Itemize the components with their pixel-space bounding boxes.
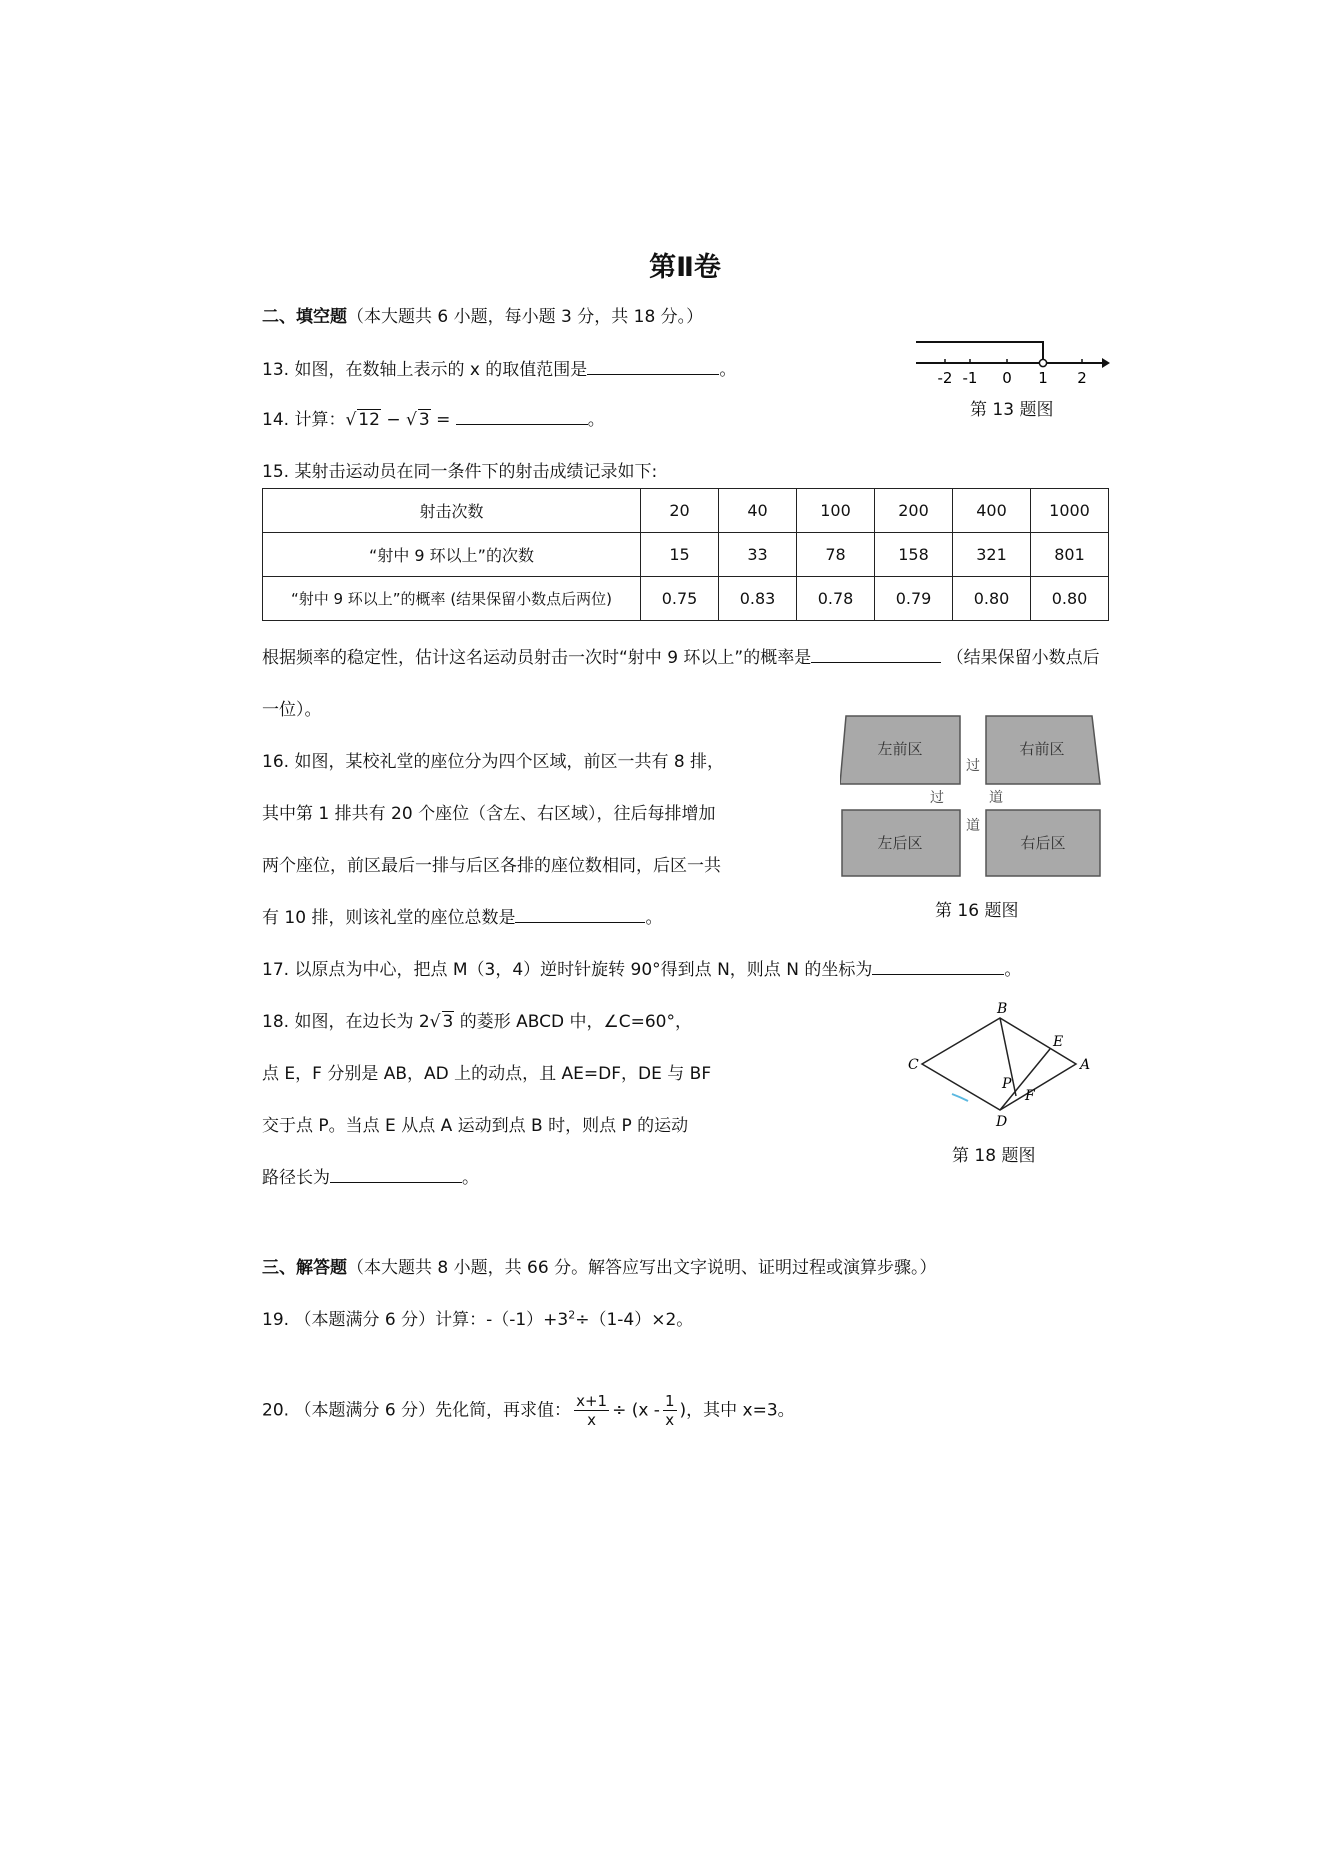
- q13-caption: 第 13 题图: [970, 400, 1054, 420]
- zone-label: 左前区: [877, 740, 923, 758]
- table-cell: 15: [641, 533, 719, 577]
- section3-heading: [262, 1253, 937, 1278]
- q17-answer-blank[interactable]: [872, 960, 1004, 975]
- aisle-label: 过: [930, 790, 944, 806]
- zone-label: 右前区: [1019, 740, 1065, 758]
- question-19: [262, 1305, 693, 1330]
- range-bracket: [916, 342, 1043, 360]
- section2-note: （本大题共 6 小题，每小题 3 分，共 18 分。）: [347, 307, 704, 327]
- table-cell: 1000: [1031, 489, 1109, 533]
- q16-caption: 第 16 题图: [935, 901, 1019, 921]
- radical-sign: √: [429, 1012, 441, 1032]
- q13-answer-blank[interactable]: [587, 360, 719, 375]
- table-row: [263, 489, 1109, 533]
- number-line-figure: [910, 330, 1110, 390]
- row-label: “射中 9 环以上”的概率 (结果保留小数点后两位): [263, 577, 641, 621]
- q16-line-2: 其中第 1 排共有 20 个座位（含左、右区域），往后每排增加: [262, 804, 716, 824]
- point-label-f: F: [1025, 1088, 1035, 1104]
- q15-follow-line-1: [262, 643, 1100, 668]
- tick-label: 1: [1038, 369, 1048, 387]
- q18-answer-blank[interactable]: [330, 1168, 462, 1183]
- table-cell: 321: [953, 533, 1031, 577]
- point-label-c: C: [908, 1057, 919, 1073]
- q20-fraction-1: [574, 1392, 609, 1429]
- question-14: [262, 405, 605, 430]
- q14-answer-blank[interactable]: [456, 410, 588, 425]
- page-title: 第Ⅱ卷: [649, 252, 721, 283]
- section3-note: （本大题共 8 小题，共 66 分。解答应写出文字说明、证明过程或演算步骤。）: [347, 1258, 937, 1278]
- q15-follow-text: 根据频率的稳定性，估计这名运动员射击一次时“射中 9 环以上”的概率是: [262, 648, 812, 668]
- radical-sign: √: [406, 410, 417, 430]
- table-cell: 0.78: [797, 577, 875, 621]
- q17-end: 。: [1004, 960, 1022, 980]
- point-label-b: B: [997, 1001, 1008, 1017]
- table-cell: 158: [875, 533, 953, 577]
- q19-exponent: 2: [568, 1308, 576, 1322]
- row-label: “射中 9 环以上”的次数: [263, 533, 641, 577]
- zone-label: 左后区: [877, 834, 923, 852]
- zone-label: 右后区: [1020, 834, 1066, 852]
- q16-line-4-text: 有 10 排，则该礼堂的座位总数是: [262, 908, 516, 928]
- q18-line-1-a: 18. 如图，在边长为 2: [262, 1012, 430, 1032]
- q17-text: 17. 以原点为中心，把点 M（3，4）逆时针旋转 90°得到点 N，则点 N 的坐标为: [262, 960, 873, 980]
- question-20: [262, 1392, 795, 1429]
- table-cell: 801: [1031, 533, 1109, 577]
- table-cell: 0.79: [875, 577, 953, 621]
- table-row: [263, 533, 1109, 577]
- q19-prefix: 19. （本题满分 6 分）计算：-（-1）+3: [262, 1310, 569, 1330]
- table-cell: 33: [719, 533, 797, 577]
- q16-line-3: 两个座位，前区最后一排与后区各排的座位数相同，后区一共: [262, 856, 721, 876]
- shooting-record-table: [262, 488, 1109, 621]
- table-row: [263, 577, 1109, 621]
- q14-prefix: 14. 计算：: [262, 410, 346, 430]
- q18-line-4-text: 路径长为: [262, 1168, 330, 1188]
- table-cell: 100: [797, 489, 875, 533]
- table-cell: 0.75: [641, 577, 719, 621]
- point-label-e: E: [1053, 1034, 1064, 1050]
- q14-radicand-1: 12: [358, 410, 380, 430]
- q14-radicand-2: 3: [418, 410, 430, 430]
- q13-end: 。: [719, 360, 737, 380]
- radical-sign: √: [345, 410, 357, 430]
- q14-minus: −: [386, 410, 401, 430]
- rhombus-abcd: [922, 1018, 1076, 1110]
- q18-line-1-b: 的菱形 ABCD 中，∠C=60°，: [454, 1012, 692, 1032]
- number-line-arrow: [1102, 358, 1110, 368]
- q15-follow-line-2: 一位）。: [262, 700, 322, 720]
- aisle-label: 道: [989, 790, 1003, 806]
- highlight-stroke: [952, 1094, 968, 1101]
- q18-end: 。: [462, 1168, 479, 1188]
- q19-suffix: ÷（1-4）×2。: [575, 1310, 694, 1330]
- table-cell: 40: [719, 489, 797, 533]
- open-endpoint: [1039, 359, 1046, 366]
- q18-line-3: 交于点 P。当点 E 从点 A 运动到点 B 时，则点 P 的运动: [262, 1116, 689, 1136]
- q20-suffix: ，其中 x=3。: [686, 1400, 795, 1421]
- question-13: [262, 355, 736, 380]
- q18-line-2: 点 E，F 分别是 AB，AD 上的动点，且 AE=DF，DE 与 BF: [262, 1064, 712, 1084]
- section3-label: 三、解答题: [262, 1258, 347, 1278]
- q18-radicand: 3: [442, 1012, 454, 1032]
- table-cell: 0.83: [719, 577, 797, 621]
- fraction-denominator: x: [587, 1411, 596, 1429]
- q20-fraction-2: [663, 1392, 677, 1429]
- q20-divide: ÷ (x -: [612, 1400, 660, 1421]
- q18-line-4: [262, 1163, 479, 1188]
- q16-answer-blank[interactable]: [515, 908, 645, 923]
- q18-line-1: [262, 1007, 692, 1032]
- fraction-numerator: 1: [664, 1392, 675, 1410]
- tick-label: -1: [962, 369, 978, 387]
- q15-answer-blank[interactable]: [811, 648, 941, 663]
- q15-intro: 15. 某射击运动员在同一条件下的射击成绩记录如下:: [262, 462, 658, 482]
- section2-heading: [262, 302, 703, 327]
- tick-label: 0: [1002, 369, 1012, 387]
- q14-end: 。: [587, 410, 605, 430]
- q14-equals: =: [436, 410, 451, 430]
- table-cell: 0.80: [953, 577, 1031, 621]
- table-cell: 20: [641, 489, 719, 533]
- q20-prefix: 20. （本题满分 6 分）先化简，再求值：: [262, 1400, 572, 1421]
- point-label-p: P: [1002, 1076, 1012, 1092]
- fraction-numerator: x+1: [576, 1392, 608, 1410]
- rhombus-figure: [900, 1000, 1100, 1140]
- point-label-a: A: [1080, 1057, 1091, 1073]
- q15-follow-end: （结果保留小数点后: [946, 648, 1100, 668]
- aisle-label: 过: [966, 758, 980, 774]
- section2-label: 二、填空题: [262, 307, 347, 327]
- fraction-denominator: x: [665, 1411, 675, 1429]
- table-cell: 0.80: [1031, 577, 1109, 621]
- tick-label: -2: [937, 369, 953, 387]
- q18-caption: 第 18 题图: [952, 1146, 1036, 1166]
- aisle-label: 道: [966, 818, 980, 834]
- q20-close-paren: ): [679, 1400, 687, 1421]
- row-label: 射击次数: [263, 489, 641, 533]
- point-label-d: D: [996, 1114, 1008, 1130]
- question-17: [262, 955, 1021, 980]
- q16-end: 。: [645, 908, 663, 928]
- q16-line-1: 16. 如图，某校礼堂的座位分为四个区域，前区一共有 8 排，: [262, 752, 725, 772]
- q16-line-4: [262, 903, 662, 928]
- table-cell: 200: [875, 489, 953, 533]
- q13-text: 13. 如图，在数轴上表示的 x 的取值范围是: [262, 360, 588, 380]
- auditorium-seating-figure: [840, 710, 1110, 880]
- tick-label: 2: [1077, 369, 1087, 387]
- table-cell: 78: [797, 533, 875, 577]
- table-cell: 400: [953, 489, 1031, 533]
